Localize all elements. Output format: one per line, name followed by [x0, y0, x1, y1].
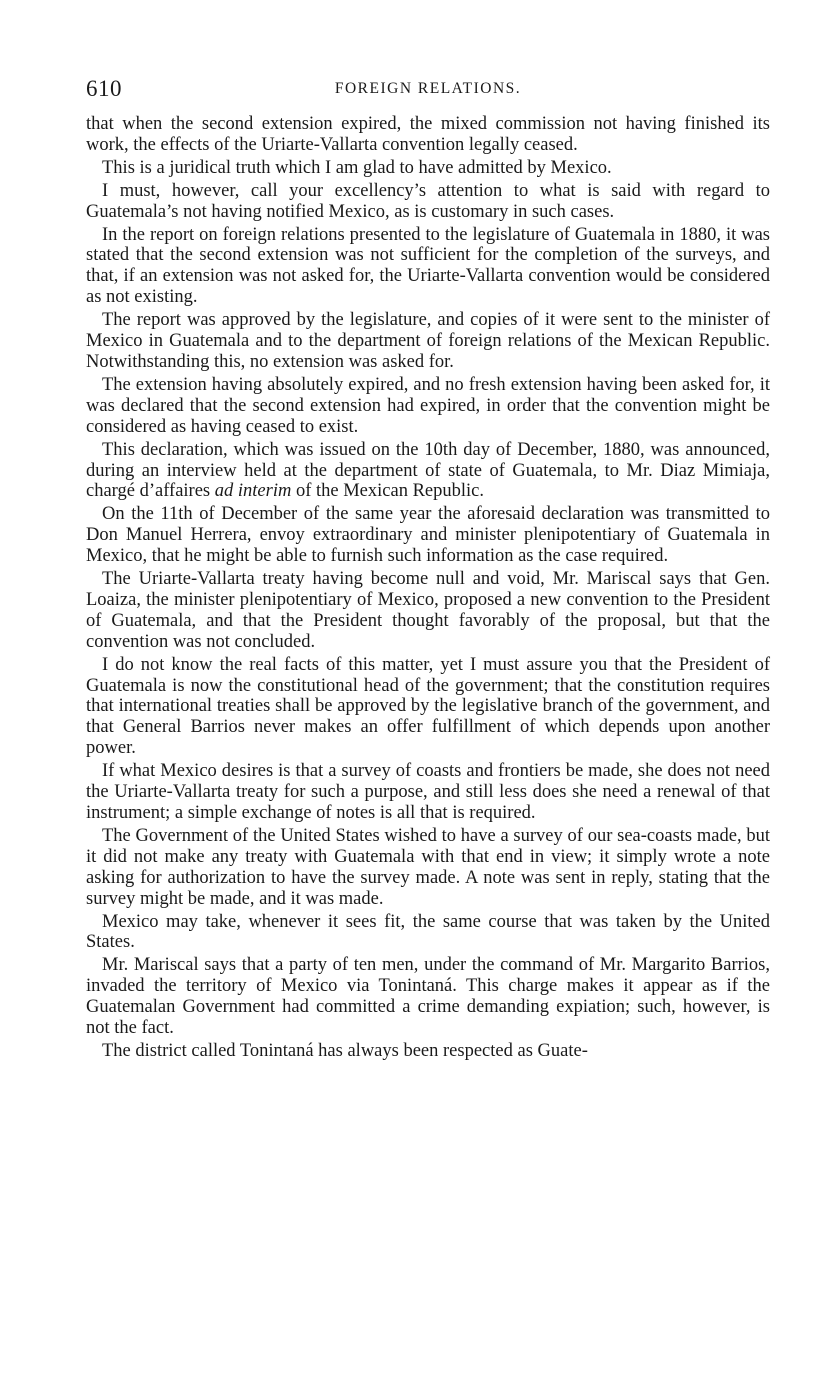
italic-phrase: ad interim [214, 481, 292, 502]
paragraph: Mexico may take, whenever it sees fit, the same course that was taken by the United States. [86, 911, 770, 953]
paragraph-text: This declaration, which was issued on the 10th day of December, 1880, was announced, during an interview held at the department of state of Guatemala, to Mr. Diaz Mimiaja, chargé d’affaires [86, 439, 770, 502]
paragraph: The Government of the United States wished to have a survey of our sea-coasts made, but it did not make any treaty with Guatemala with that end in view; it simply wrote a note asking for authorization to have the survey made. A note was sent in reply, stating that the survey might be made, and it was made. [86, 825, 770, 909]
paragraph: I must, however, call your excellency’s attention to what is said with regard to Guatemala’s not having notified Mexico, as is customary in such cases. [86, 180, 770, 222]
paragraph: The Uriarte-Vallarta treaty having become null and void, Mr. Mariscal says that Gen. Loaiza, the minister plenipotentiary of Mexico, proposed a new convention to the President of Guatemala, and that the President thought favorably of the proposal, but that the convention was not concluded. [86, 569, 770, 652]
paragraph: I do not know the real facts of this matter, yet I must assure you that the President of Guatemala is now the constitutional head of the government; that the constitution requires that international treaties shall be approved by the legislative branch of the government, and that General Barrios never makes an offer fulfillment of which depends upon another power. [86, 654, 770, 759]
paragraph: If what Mexico desires is that a survey of coasts and frontiers be made, she does not need the Uriarte-Vallarta treaty for such a purpose, and still less does she need a renewal of that instrument; a simple exchange of notes is all that is required. [86, 761, 770, 823]
page-header [86, 76, 770, 104]
paragraph [86, 440, 770, 503]
body-text [86, 114, 770, 1062]
paragraph: The extension having absolutely expired, and no fresh extension having been asked for, it was declared that the second extension had expired, in order that the convention might be considered as having ceased to exist. [86, 374, 770, 437]
paragraph: Mr. Mariscal says that a party of ten men, under the command of Mr. Margarito Barrios, invaded the territory of Mexico via Tonintaná. This charge makes it appear as if the Guatemalan Government had committed a crime demanding expiation; such, however, is not the fact. [86, 955, 770, 1039]
paragraph: In the report on foreign relations presented to the legislature of Guatemala in 1880, it was stated that the second extension was not sufficient for the completion of the surveys, and that, if an extension was not asked for, the Uriarte-Vallarta convention would be considered as not existing. [86, 224, 770, 308]
paragraph: This is a juridical truth which I am glad to have admitted by Mexico. [102, 157, 612, 178]
page-number: 610 [86, 76, 122, 101]
paragraph-text: of the Mexican Republic. [291, 481, 484, 502]
paragraph-final: The district called Tonintaná has always been respected as Guate- [102, 1040, 588, 1061]
document-page [86, 76, 770, 1062]
paragraph: The report was approved by the legislature, and copies of it were sent to the minister of Mexico in Guatemala and to the department of foreign relations of the Mexican Republic. Notwithstanding this, no extension was asked for. [86, 310, 770, 372]
running-head: FOREIGN RELATIONS. [334, 80, 522, 97]
paragraph-continuation: that when the second extension expired, the mixed commission not having finished its work, the effects of the Uriarte-Vallarta convention legally ceased. [86, 114, 770, 155]
paragraph: On the 11th of December of the same year the aforesaid declaration was transmitted to Don Manuel Herrera, envoy extraordinary and minister plenipotentiary of Guatemala in Mexico, that he might be able to furnish such information as the case required. [86, 504, 770, 567]
